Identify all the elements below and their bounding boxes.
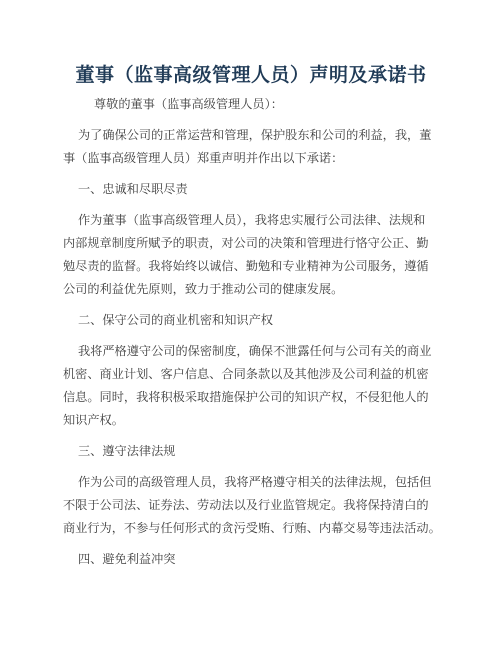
section-2-line-1: 我将严格遵守公司的保密制度，确保不泄露任何与公司有关的商业 xyxy=(78,344,432,358)
section-1-line-4: 公司的利益优先原则，致力于推动公司的健康发展。 xyxy=(63,282,344,296)
section-2-line-4: 知识产权。 xyxy=(63,413,124,427)
section-heading-3: 三、遵守法律法规 xyxy=(78,444,176,458)
salutation: 尊敬的董事（监事高级管理人员）： xyxy=(94,97,283,111)
document-title: 董事（监事高级管理人员）声明及承诺书 xyxy=(75,64,427,86)
section-heading-2: 二、保守公司的商业机密和知识产权 xyxy=(78,313,273,327)
intro-line-1: 为了确保公司的正常运营和管理，保护股东和公司的利益，我，董 xyxy=(78,128,432,142)
section-1-line-3: 勉尽责的监督。我将始终以诚信、勤勉和专业精神为公司服务，遵循 xyxy=(63,259,429,273)
section-3-line-1: 作为公司的高级管理人员，我将严格遵守相关的法律法规，包括但 xyxy=(78,475,432,489)
section-heading-4: 四、避免利益冲突 xyxy=(78,552,176,566)
section-1-line-2: 内部规章制度所赋予的职责，对公司的决策和管理进行恪守公正、勤 xyxy=(63,236,429,250)
section-2-line-3: 信息。同时，我将积极采取措施保护公司的知识产权，不侵犯他人的 xyxy=(63,390,429,404)
section-3-line-3: 商业行为，不参与任何形式的贪污受贿、行贿、内幕交易等违法活动。 xyxy=(63,521,441,535)
section-1-line-1: 作为董事（监事高级管理人员），我将忠实履行公司法律、法规和 xyxy=(78,213,426,227)
section-heading-1: 一、忠诚和尽职尽责 xyxy=(78,182,188,196)
section-2-line-2: 机密、商业计划、客户信息、合同条款以及其他涉及公司利益的机密 xyxy=(63,367,429,381)
section-3-line-2: 不限于公司法、证券法、劳动法以及行业监管规定。我将保持清白的 xyxy=(63,498,429,512)
intro-line-2: 事（监事高级管理人员）郑重声明并作出以下承诺： xyxy=(63,151,344,165)
